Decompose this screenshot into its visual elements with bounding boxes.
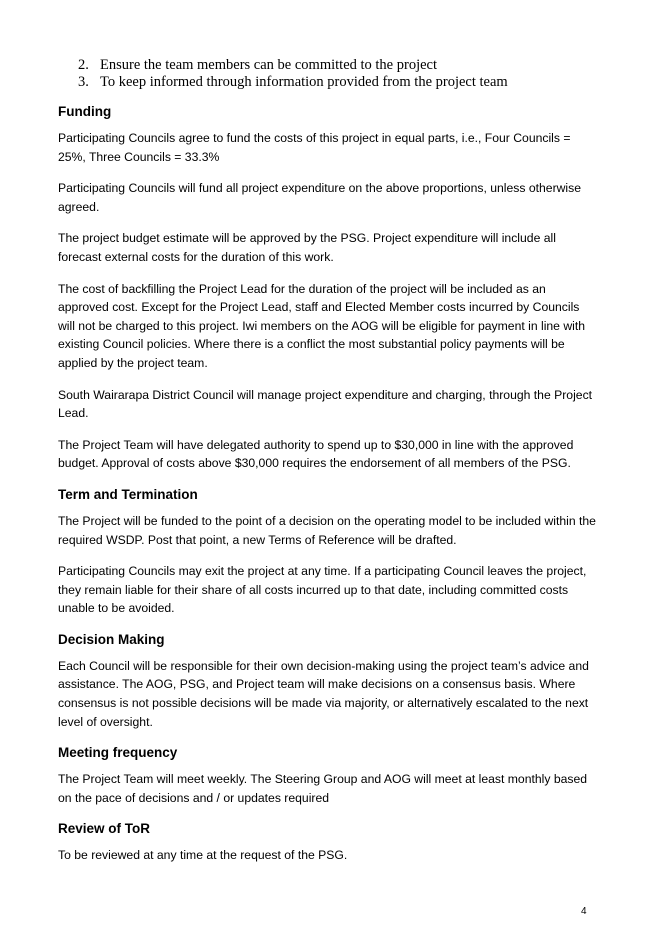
page-number: 4 bbox=[581, 906, 587, 917]
document-body bbox=[58, 103, 598, 878]
section-heading: Term and Termination bbox=[58, 486, 198, 502]
list-item-text: Ensure the team members can be committed to the project bbox=[100, 57, 438, 73]
paragraph: The Project Team will meet weekly. The Steering Group and AOG will meet at least monthly based on the pace of decisions and / or updates required bbox=[58, 772, 588, 805]
section-heading: Review of ToR bbox=[58, 821, 151, 837]
numbered-list bbox=[78, 57, 508, 91]
paragraph: The Project will be funded to the point of a decision on the operating model to be included within the required WSDP. Post that point, a new Terms of Reference will be drafted. bbox=[58, 513, 596, 547]
paragraph: The project budget estimate will be approved by the PSG. Project expenditure will include all forecast external costs for the duration of this work. bbox=[58, 231, 556, 264]
section-heading: Funding bbox=[58, 104, 112, 119]
section-review-of-tor bbox=[58, 820, 598, 865]
list-item bbox=[78, 74, 508, 91]
section-decision-making bbox=[58, 631, 598, 731]
section-heading: Meeting frequency bbox=[58, 745, 178, 761]
list-item bbox=[78, 57, 508, 74]
paragraph: To be reviewed at any time at the request of the PSG. bbox=[58, 848, 348, 863]
paragraph: South Wairarapa District Council will manage project expenditure and charging, through the Project Lead. bbox=[58, 387, 593, 421]
paragraph: Participating Councils may exit the project at any time. If a participating Council leaves the project, they remain liable for their share of all costs incurred up to that date, including committed costs unable to be avoided. bbox=[58, 564, 587, 616]
paragraph: Participating Councils agree to fund the costs of this project in equal parts, i.e., Four Councils = 25%, Three Councils = 33.3% bbox=[58, 131, 571, 164]
list-item-number: 3. bbox=[78, 74, 89, 90]
paragraph: The Project Team will have delegated authority to spend up to $30,000 in line with the approved budget. Approval of costs above $30,000 requires the endorsement of all members of the PSG. bbox=[58, 437, 574, 471]
list-item-text: To keep informed through information provided from the project team bbox=[100, 74, 508, 90]
paragraph: The cost of backfilling the Project Lead for the duration of the project will be included as an approved cost. Except for the Project Lead, staff and Elected Member costs incurred by Councils will not be charged to this project. Iwi members on the AOG will be eligible for payment in line with existing Council policies. Where there is a conflict the most substantial policy payments will be applied by the project team. bbox=[58, 281, 586, 370]
section-term-and-termination bbox=[58, 486, 598, 618]
section-heading: Decision Making bbox=[58, 631, 165, 647]
paragraph: Participating Councils will fund all project expenditure on the above proportions, unless otherwise agreed. bbox=[58, 181, 582, 214]
list-item-number: 2. bbox=[78, 57, 89, 73]
section-meeting-frequency bbox=[58, 744, 598, 807]
section-funding bbox=[58, 103, 598, 473]
paragraph: Each Council will be responsible for their own decision-making using the project team’s advice and assistance. The AOG, PSG, and Project team will make decisions on a consensus basis. Where consensus is not possible decisions will be made via majority, or alternatively escalated to the next level of oversight. bbox=[58, 658, 589, 729]
